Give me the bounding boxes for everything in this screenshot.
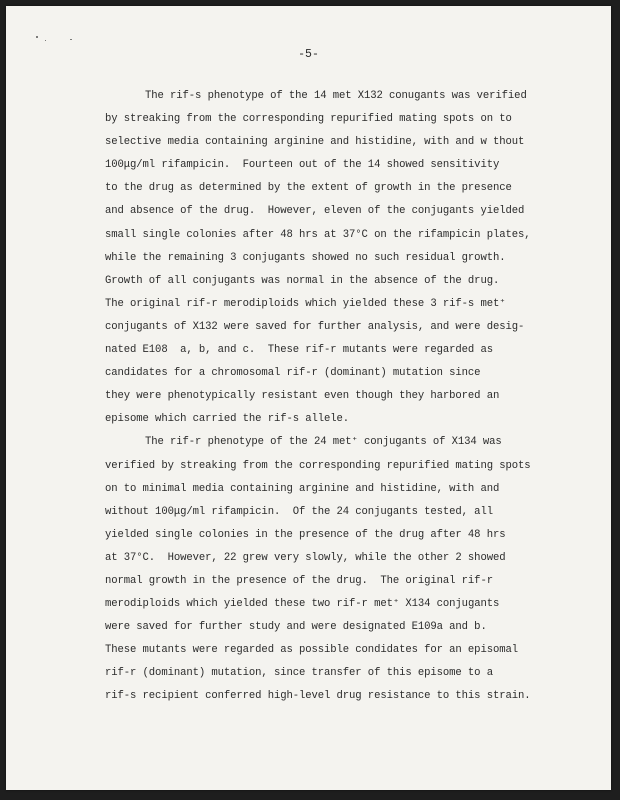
dust-speck bbox=[45, 40, 46, 41]
text-line: they were phenotypically resistant even though they harbored an bbox=[105, 390, 500, 403]
dust-speck bbox=[70, 39, 72, 40]
text-line: The rif-r phenotype of the 24 met⁺ conjugants of X134 was bbox=[145, 436, 502, 449]
dust-speck bbox=[36, 36, 38, 38]
text-line: without 100μg/ml rifampicin. Of the 24 conjugants tested, all bbox=[105, 505, 493, 518]
text-line: yielded single colonies in the presence of the drug after 48 hrs bbox=[105, 528, 506, 541]
text-line: Growth of all conjugants was normal in the absence of the drug. bbox=[105, 274, 500, 287]
text-line: The original rif-r merodiploids which yielded these 3 rif-s met⁺ bbox=[105, 297, 506, 310]
text-line: while the remaining 3 conjugants showed no such residual growth. bbox=[105, 251, 506, 264]
text-line: normal growth in the presence of the drug. The original rif-r bbox=[105, 574, 493, 587]
document-page bbox=[6, 6, 611, 790]
text-line: verified by streaking from the corresponding repurified mating spots bbox=[105, 459, 531, 472]
text-line: The rif-s phenotype of the 14 met X132 conugants was verified bbox=[145, 90, 527, 102]
text-line: selective media containing arginine and histidine, with and w thout bbox=[105, 136, 525, 149]
text-line: small single colonies after 48 hrs at 37°C on the rifampicin plates, bbox=[105, 228, 531, 241]
text-line: nated E108 a, b, and c. These rif-r mutants were regarded as bbox=[105, 344, 493, 357]
text-line: rif-s recipient conferred high-level drug resistance to this strain. bbox=[105, 690, 531, 703]
text-line: episome which carried the rif-s allele. bbox=[105, 413, 350, 426]
text-line: candidates for a chromosomal rif-r (dominant) mutation since bbox=[105, 367, 481, 380]
text-line: rif-r (dominant) mutation, since transfer of this episome to a bbox=[105, 667, 493, 680]
body-text bbox=[105, 85, 555, 709]
text-line: These mutants were regarded as possible condidates for an episomal bbox=[105, 644, 518, 657]
text-line: 100μg/ml rifampicin. Fourteen out of the 14 showed sensitivity bbox=[105, 159, 500, 172]
text-line: at 37°C. However, 22 grew very slowly, while the other 2 showed bbox=[105, 551, 506, 564]
text-line: and absence of the drug. However, eleven of the conjugants yielded bbox=[105, 205, 525, 218]
text-line: by streaking from the corresponding repurified mating spots on to bbox=[105, 113, 512, 126]
text-line: on to minimal media containing arginine and histidine, with and bbox=[105, 482, 500, 495]
page-number: -5- bbox=[298, 48, 319, 61]
text-line: conjugants of X132 were saved for further analysis, and were desig- bbox=[105, 320, 525, 333]
text-line: to the drug as determined by the extent of growth in the presence bbox=[105, 182, 512, 195]
text-line: merodiploids which yielded these two rif-r met⁺ X134 conjugants bbox=[105, 598, 500, 611]
text-line: were saved for further study and were designated E109a and b. bbox=[105, 621, 487, 634]
